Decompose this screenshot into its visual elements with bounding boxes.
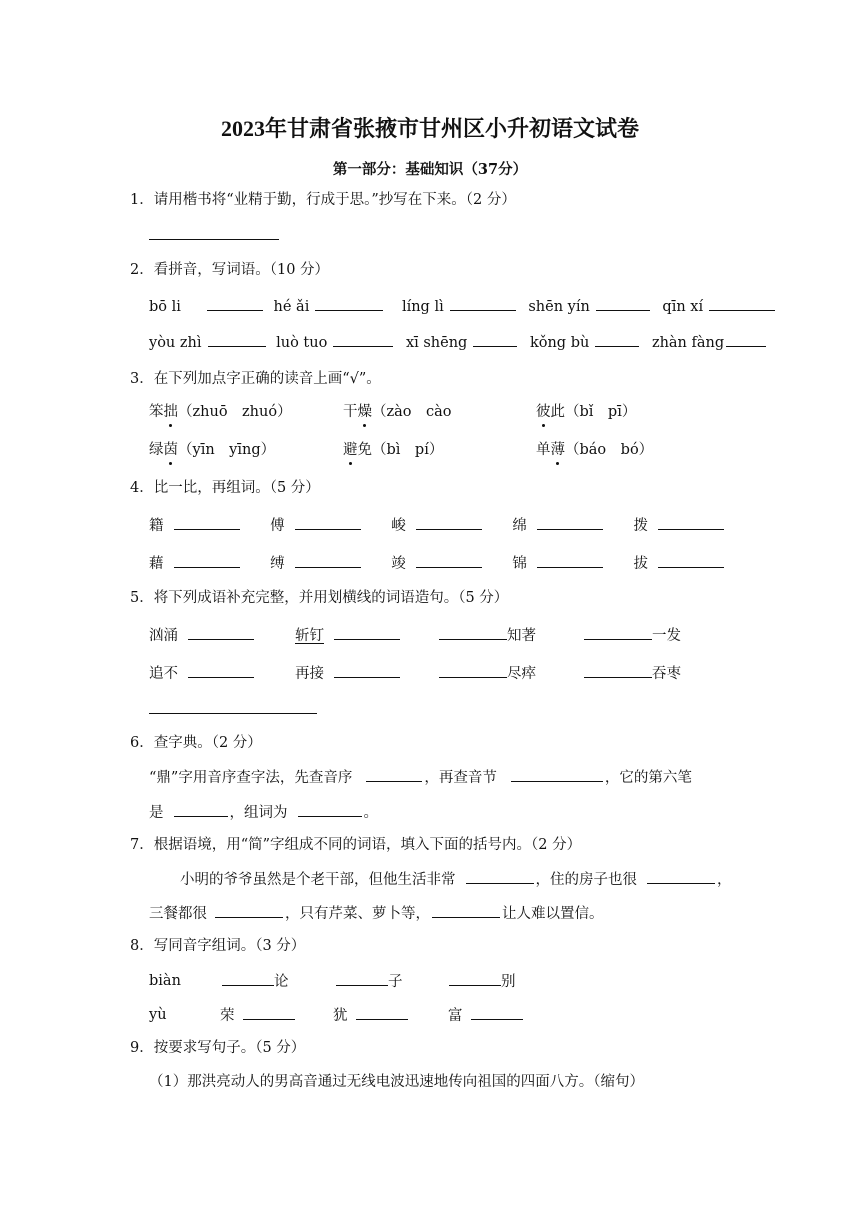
pinyin-item: kǒng bù bbox=[529, 335, 590, 351]
answer-blank[interactable] bbox=[466, 869, 534, 884]
idiom-item: 追不 bbox=[149, 663, 254, 684]
question-7: 7．根据语境，用“简”字组成不同的词语，填入下面的括号内。（2 分） bbox=[130, 837, 582, 853]
section-heading: 第一部分：基础知识（37分） bbox=[332, 161, 528, 178]
answer-blank[interactable] bbox=[432, 903, 500, 918]
pinyin-item: shēn yín bbox=[528, 299, 590, 315]
answer-blank[interactable] bbox=[596, 296, 650, 311]
question-2: 2．看拼音，写词语。（10 分） bbox=[130, 262, 330, 278]
answer-blank[interactable] bbox=[366, 767, 422, 782]
answer-blank[interactable] bbox=[709, 296, 775, 311]
answer-blank[interactable] bbox=[336, 971, 388, 986]
answer-blank[interactable] bbox=[222, 971, 274, 986]
pinyin-item: yòu zhì bbox=[149, 335, 202, 351]
answer-blank[interactable] bbox=[295, 515, 361, 530]
question-4: 4．比一比，再组词。（5 分） bbox=[130, 480, 320, 496]
idiom-item: 尽瘁 bbox=[439, 663, 536, 684]
answer-blank[interactable] bbox=[471, 1005, 523, 1020]
answer-blank[interactable] bbox=[450, 296, 516, 311]
answer-blank[interactable] bbox=[658, 553, 724, 568]
answer-blank[interactable] bbox=[416, 515, 482, 530]
q6-line-1: “鼎”字用音序查字法，先查音序 ，再查音节 ，它的第六笔 bbox=[149, 767, 692, 788]
page-title: 2023年甘肃省张掖市甘州区小升初语文试卷 bbox=[220, 116, 639, 141]
idiom-item: 斩钉 bbox=[295, 625, 400, 646]
answer-blank[interactable] bbox=[188, 663, 254, 678]
pinyin-item: xī shēng bbox=[405, 335, 468, 351]
homophone-item: 子 bbox=[336, 971, 403, 992]
char-compare-row-1: 籍 傅 峻 绵 拨 bbox=[149, 515, 724, 536]
answer-blank[interactable] bbox=[334, 663, 400, 678]
reading-item[interactable]: 彼此（bǐ pī） bbox=[536, 404, 637, 420]
reading-item[interactable]: 绿茵（yīn yīng） bbox=[149, 442, 276, 458]
reading-item[interactable]: 单薄（báo bó） bbox=[536, 442, 654, 458]
answer-blank[interactable] bbox=[449, 971, 501, 986]
answer-blank[interactable] bbox=[188, 625, 254, 640]
answer-blank[interactable] bbox=[333, 332, 393, 347]
answer-blank[interactable] bbox=[658, 515, 724, 530]
answer-blank[interactable] bbox=[174, 515, 240, 530]
answer-blank[interactable] bbox=[473, 332, 517, 347]
idiom-item: 一发 bbox=[584, 625, 681, 646]
question-5: 5．将下列成语补充完整，并用划横线的词语造句。（5 分） bbox=[130, 590, 509, 606]
answer-blank[interactable] bbox=[243, 1005, 295, 1020]
char-compare-row-2: 藉 缚 竣 锦 拔 bbox=[149, 553, 724, 574]
question-9: 9．按要求写句子。（5 分） bbox=[130, 1040, 306, 1056]
q7-line-1: 小明的爷爷虽然是个老干部，但他生活非常 ，住的房子也很 ， bbox=[180, 869, 732, 890]
pinyin-item: zhàn fàng bbox=[651, 335, 725, 351]
answer-blank[interactable] bbox=[584, 625, 652, 640]
reading-item[interactable]: 干燥（zào cào bbox=[343, 404, 452, 420]
answer-blank[interactable] bbox=[174, 553, 240, 568]
pinyin-item: bō li bbox=[149, 299, 181, 315]
q9-subquestion-1: （1）那洪亮动人的男高音通过无线电波迅速地传向祖国的四面八方。（缩句） bbox=[149, 1074, 644, 1090]
answer-blank[interactable] bbox=[207, 296, 263, 311]
answer-blank[interactable] bbox=[295, 553, 361, 568]
q7-line-2: 三餐都很 ，只有芹菜、萝卜等， 让人难以置信。 bbox=[149, 903, 604, 924]
idiom-item: 再接 bbox=[295, 663, 400, 684]
answer-blank[interactable] bbox=[537, 515, 603, 530]
homophone-item: 犹 bbox=[333, 1005, 408, 1026]
answer-line-q1[interactable] bbox=[149, 239, 279, 240]
answer-blank[interactable] bbox=[416, 553, 482, 568]
idiom-item: 汹涌 bbox=[149, 625, 254, 646]
answer-line-q5[interactable] bbox=[149, 713, 317, 714]
question-3: 3．在下列加点字正确的读音上画“√”。 bbox=[130, 371, 381, 387]
answer-blank[interactable] bbox=[334, 625, 400, 640]
question-8: 8．写同音字组词。（3 分） bbox=[130, 938, 306, 954]
answer-blank[interactable] bbox=[215, 903, 283, 918]
pinyin-row-1 bbox=[149, 296, 775, 317]
pinyin-item: hé ǎi bbox=[273, 299, 310, 315]
pinyin-item: qīn xí bbox=[662, 299, 704, 315]
reading-item[interactable]: 笨拙（zhuō zhuó） bbox=[149, 404, 292, 420]
answer-blank[interactable] bbox=[584, 663, 652, 678]
answer-blank[interactable] bbox=[298, 802, 362, 817]
answer-blank[interactable] bbox=[208, 332, 266, 347]
idiom-item: 吞枣 bbox=[584, 663, 681, 684]
homophone-item: 别 bbox=[449, 971, 516, 992]
homophone-item: 论 bbox=[222, 971, 289, 992]
reading-item[interactable]: 避免（bì pí） bbox=[343, 442, 444, 458]
answer-blank[interactable] bbox=[511, 767, 603, 782]
answer-blank[interactable] bbox=[537, 553, 603, 568]
pinyin-row-2 bbox=[149, 332, 766, 353]
q6-line-2: 是 ，组词为 。 bbox=[149, 802, 378, 823]
pinyin-item: luò tuo bbox=[276, 335, 328, 351]
answer-blank[interactable] bbox=[315, 296, 383, 311]
pinyin-item: líng lì bbox=[401, 299, 444, 315]
question-6: 6．查字典。（2 分） bbox=[130, 735, 262, 751]
question-1: 1．请用楷书将“业精于勤，行成于思。”抄写在下来。（2 分） bbox=[130, 192, 516, 208]
answer-blank[interactable] bbox=[174, 802, 228, 817]
answer-blank[interactable] bbox=[439, 625, 507, 640]
answer-blank[interactable] bbox=[356, 1005, 408, 1020]
answer-blank[interactable] bbox=[595, 332, 639, 347]
homophone-item: 荣 bbox=[220, 1005, 295, 1026]
answer-blank[interactable] bbox=[726, 332, 766, 347]
homophone-item: 富 bbox=[448, 1005, 523, 1026]
idiom-item: 知著 bbox=[439, 625, 536, 646]
pinyin-label: yù bbox=[149, 1007, 167, 1023]
answer-blank[interactable] bbox=[647, 869, 715, 884]
answer-blank[interactable] bbox=[439, 663, 507, 678]
pinyin-label: biàn bbox=[149, 973, 181, 989]
